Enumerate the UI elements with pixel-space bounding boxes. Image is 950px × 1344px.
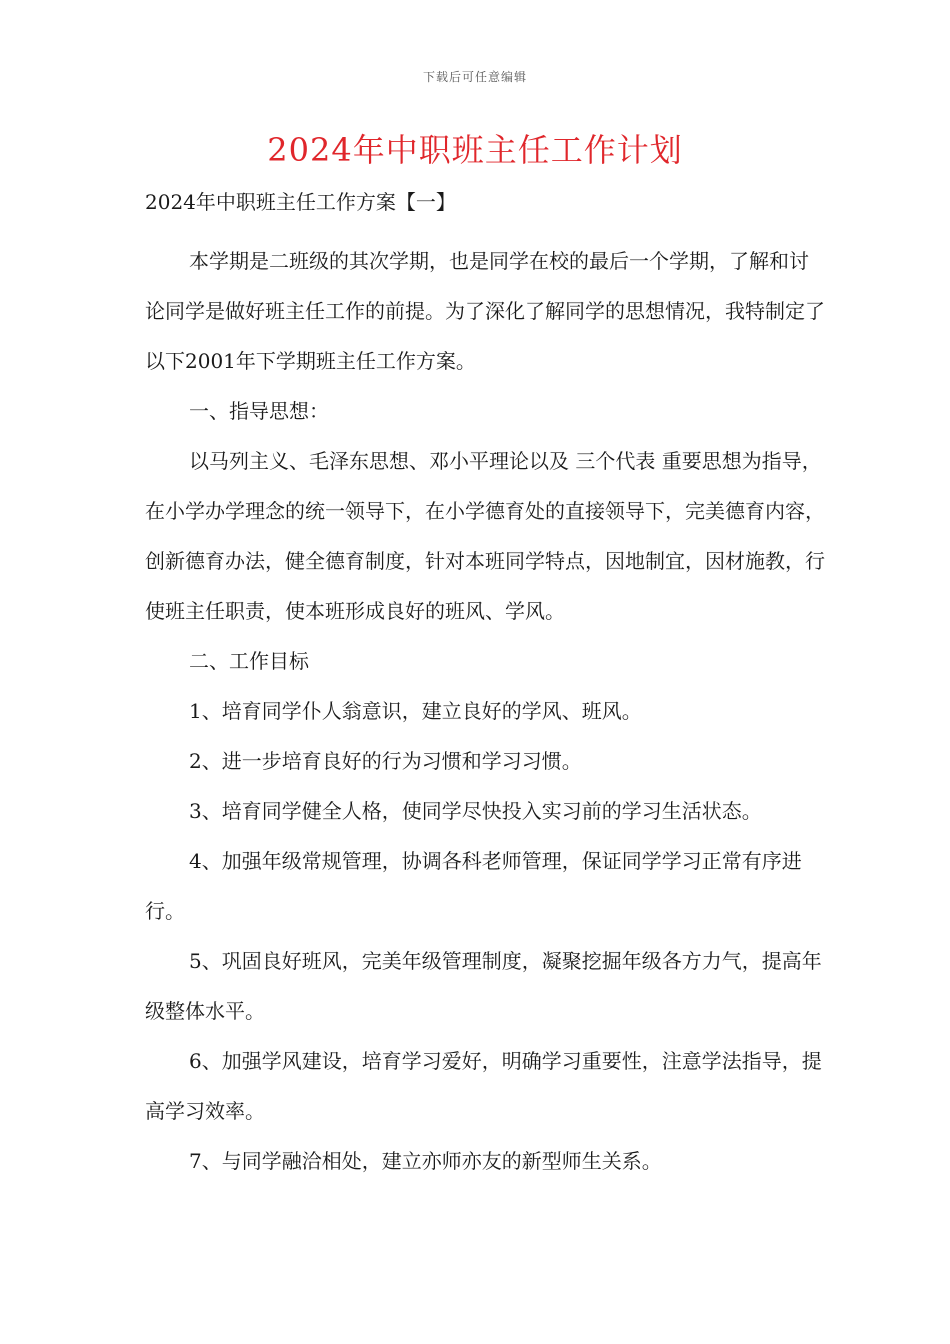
goal-item-2: 2、进一步培育良好的行为习惯和学习习惯。 <box>189 749 582 773</box>
section1-heading: 一、指导思想： <box>189 399 329 423</box>
goal-item-1: 1、培育同学仆人翁意识，建立良好的学风、班风。 <box>189 699 642 723</box>
intro-paragraph: 本学期是二班级的其次学期，也是同学在校的最后一个学期，了解和讨论同学是做好班主任工作的前提。为了深化了解同学的思想情况，我特制定了以下2001年下学期班主任工作方案。 <box>145 249 825 373</box>
section2-heading: 二、工作目标 <box>189 649 309 673</box>
document-title: 2024年中职班主任工作计划 <box>267 131 683 169</box>
header-note: 下载后可任意编辑 <box>422 70 527 84</box>
section1-paragraph: 以马列主义、毛泽东思想、邓小平理论以及 三个代表 重要思想为指导，在小学办学理念的统一领导下，在小学德育处的直接领导下，完美德育内容，创新德育办法，健全德育制度，针对本班同学特点，因地制宜，因材施教，行使班主任职责，使本班形成良好的班风、学风。 <box>145 449 825 623</box>
goal-item-3: 3、培育同学健全人格，使同学尽快投入实习前的学习生活状态。 <box>189 799 762 823</box>
goal-item-4: 4、加强年级常规管理，协调各科老师管理，保证同学学习正常有序进行。 <box>145 849 802 923</box>
goal-item-5: 5、巩固良好班风，完美年级管理制度，凝聚挖掘年级各方力气，提高年级整体水平。 <box>145 949 822 1023</box>
goal-item-6: 6、加强学风建设，培育学习爱好，明确学习重要性，注意学法指导，提高学习效率。 <box>145 1049 822 1123</box>
section-subtitle: 2024年中职班主任工作方案【一】 <box>145 190 456 214</box>
document-body <box>145 180 825 1186</box>
goal-item-7: 7、与同学融洽相处，建立亦师亦友的新型师生关系。 <box>189 1149 662 1173</box>
